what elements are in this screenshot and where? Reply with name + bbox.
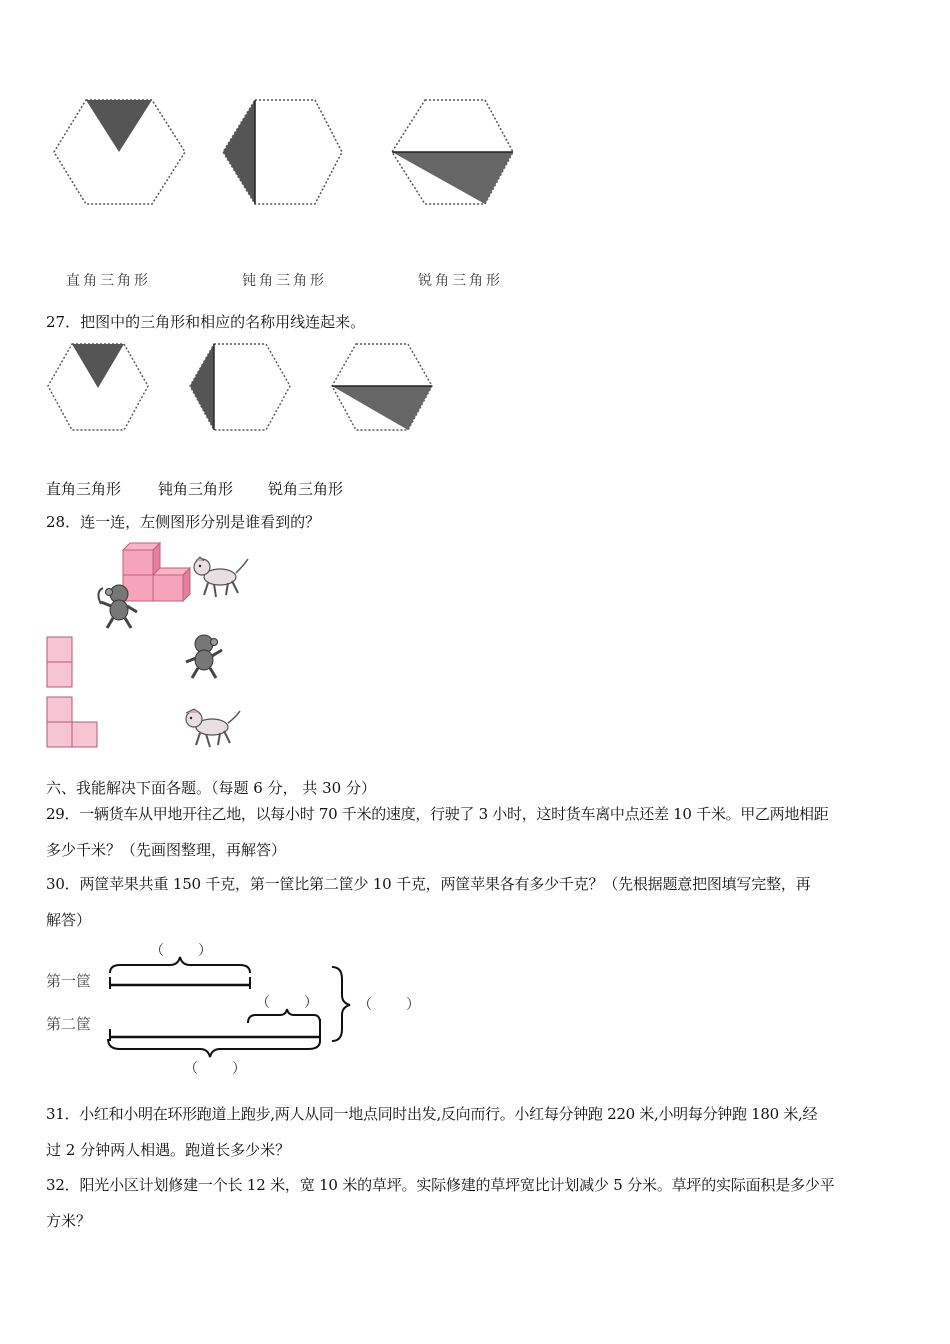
q27-label-right: 直角三角形 xyxy=(46,480,122,498)
shaded-right-triangle xyxy=(86,100,152,152)
q30-line-diagram xyxy=(100,955,360,1065)
cube-upper-front xyxy=(123,550,153,575)
front-view-shape xyxy=(46,636,76,688)
cube-lower-right-front xyxy=(153,575,183,601)
front-view-square-2 xyxy=(47,662,72,687)
dog-icon xyxy=(190,555,250,600)
brace-total xyxy=(332,967,350,1041)
brace-basket2-bottom xyxy=(108,1039,320,1057)
side-view-shape xyxy=(46,696,101,748)
q32-line2: 方米？ xyxy=(46,1212,92,1230)
q29-line2: 多少千米？（先画图整理，再解答） xyxy=(46,841,287,859)
q30-blank-diff: （ ） xyxy=(256,995,320,1011)
q31-line2: 过 2 分钟两人相遇。跑道长多少米？ xyxy=(46,1141,291,1159)
side-view-square-3 xyxy=(72,722,97,747)
q30-basket2-label: 第二筐 xyxy=(46,1015,92,1033)
q30-line1: 30．两筐苹果共重 150 千克，第一筐比第二筐少 10 千克，两筐苹果各有多少千克？（先根据题意把图填写完整，再 xyxy=(46,875,811,893)
q27-label-obtuse: 钝角三角形 xyxy=(158,480,234,498)
q32-line1: 32．阳光小区计划修建一个长 12 米，宽 10 米的草坪。实际修建的草坪宽比计划减少 5 分米。草坪的实际面积是多少平 xyxy=(46,1176,835,1194)
monkey-icon xyxy=(95,582,140,632)
q30-blank-top: （ ） xyxy=(150,943,214,959)
q28-text: 28．连一连，左侧图形分别是谁看到的？ xyxy=(46,513,321,531)
dog-answer-icon xyxy=(182,705,242,750)
top-label-acute: 锐角三角形 xyxy=(418,273,503,289)
side-view-square-1 xyxy=(47,697,72,722)
front-view-square-1 xyxy=(47,637,72,662)
q31-line1: 31．小红和小明在环形跑道上跑步,两人从同一地点同时出发,反向而行。小红每分钟跑 220 米,小明每分钟跑 180 米,经 xyxy=(46,1105,818,1123)
q27-shaded-right-triangle xyxy=(72,344,124,388)
q30-blank-total: （ ） xyxy=(358,997,422,1013)
q30-line2: 解答） xyxy=(46,911,92,929)
shaded-obtuse-triangle xyxy=(223,100,255,204)
brace-difference xyxy=(248,1009,320,1023)
q30-blank-bottom: （ ） xyxy=(184,1061,248,1077)
q30-basket1-label: 第一筐 xyxy=(46,972,92,990)
brace-basket1-top xyxy=(110,957,250,973)
section6-title: 六、我能解决下面各题。（每题 6 分， 共 30 分） xyxy=(46,779,376,797)
q27-hexagon-figure xyxy=(46,340,446,435)
side-view-square-2 xyxy=(47,722,72,747)
top-hexagon-figure xyxy=(40,90,540,220)
q27-shaded-acute-triangle xyxy=(332,386,432,430)
q27-text: 27．把图中的三角形和相应的名称用线连起来。 xyxy=(46,313,366,331)
q27-shaded-obtuse-triangle xyxy=(190,344,214,430)
top-label-obtuse: 钝角三角形 xyxy=(242,273,327,289)
q29-line1: 29．一辆货车从甲地开往乙地，以每小时 70 千米的速度，行驶了 3 小时，这时货车离中点还差 10 千米。甲乙两地相距 xyxy=(46,805,829,823)
top-label-right: 直角三角形 xyxy=(66,273,151,289)
q27-label-acute: 锐角三角形 xyxy=(268,480,344,498)
shaded-acute-triangle xyxy=(392,152,513,204)
monkey-answer-icon xyxy=(182,632,227,682)
